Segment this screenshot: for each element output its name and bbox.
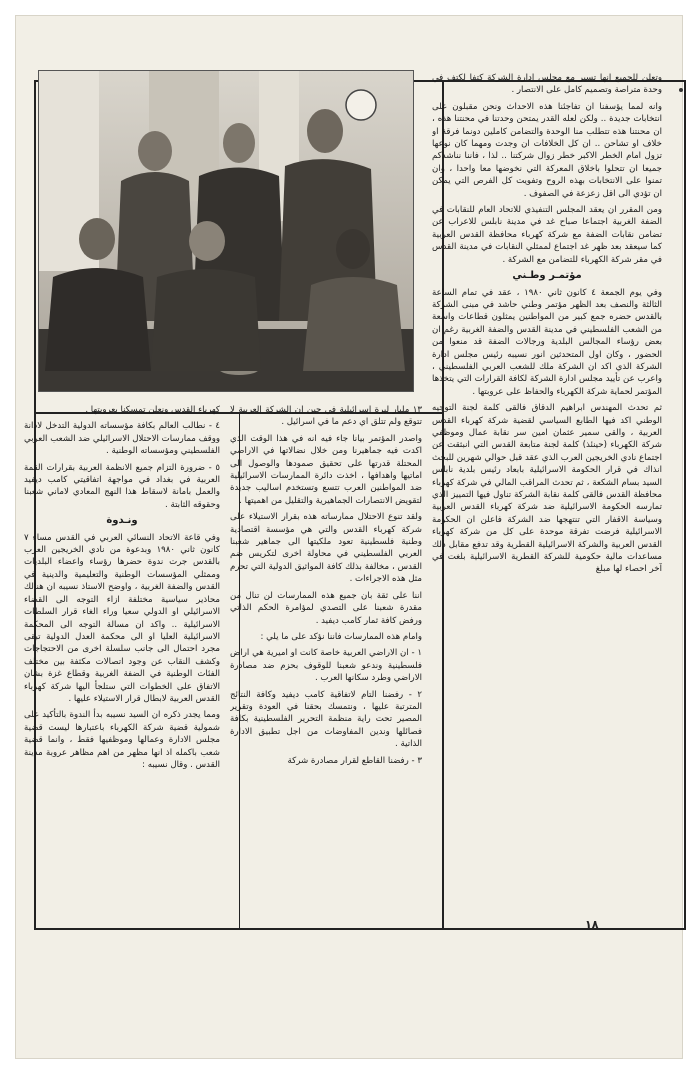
article-paragraph: وفي قاعة الاتحاد النسائي العربي في القدس مساء ٧ كانون ثاني ١٩٨٠ وبدعوة من نادي الخريجين العرب بالقدس جرت ندوة حضرها رؤساء واعضاء البلديات وممثلي المؤسسات الوطنية والتعليمية والدينية في القدس والضفة الغربية ، واوضح الاستاذ نسيبه ان هنالك محاذير سياسية مختلفة ازاء التوجه الى القضاء الاسرائيلي او الدولي سعيا وراء الغاء قرار السلطات الاسرائيلية .. واكد ان مسالة التوجه الى المحكمة الاسرائيلية العليا او الى محكمة العدل الدولية تبقى مجرد احتمال الى جانب سلسلة اخرى من الاحتجاجات وكشف النقاب عن وجود اتصالات مكثفة بين مختلف الفئات الوطنية في الضفة الغربية وقطاع غزة بشان الاتفاق على الخطوات التي ستلجأ اليها شركة كهرباء القدس العربية لابطال قرار الاستيلاء عليها . <box>24 532 220 704</box>
article-paragraph: وتعلن للجميع انها تسير مع مجلس ادارة الشركة كتفا لكتف في وحدة متراصة وتصميم كامل على الانتصار . <box>432 73 662 96</box>
article-paragraph: ٢ - رفضنا التام لاتفاقية كامب ديفيد وكافة النتائج المترتبة عليها ، ونتمسك بحقنا في العودة وتقرير المصير تحت راية منظمة التحرير الفلسطينية بكافة فصائلها وندين المفاوضات من اجل تطبيق الادارة الذاتية . <box>230 689 422 750</box>
article-paragraph: ولقد تنوع الاحتلال ممارساته هذه بقرار الاستيلاء على شركة كهرباء القدس والتي هي مؤسسة اقتصادية وطنية فلسطينية تعود ملكيتها الى جماهير شعبنا العربي الفلسطيني في محاولة اخرى لتكريس ضم القدس ، مخالفة بذلك كافة المواثيق الدولية التي تحرم مثل هذه الاجراءات . <box>230 512 422 585</box>
middle-column <box>230 404 422 910</box>
article-paragraph: وامام هذه الممارسات فاننا نؤكد على ما يلي : <box>260 631 422 642</box>
article-paragraph: ثم تحدث المهندس ابراهيم الدقاق فالقى كلمة لجنة التوجيه الوطني اكد فيها الطابع السياسي لقضية شركة كهرباء القدس العربية ، والقى سمير عثمان امين سر نقابة عمال وموظفي شركة الكهرباء (حينئذ) كلمة لجنة متابعة القدس التي انبثقت عن اجتماع نادي الخريجين العرب الذي عقد قبل حوالي شهرين للبحث انذاك في قرار الحكومة الاسرائيلية بابعاد رئيس بلدية نابلس السيد بسام الشكعة ، ثم تحدث المراقب المالي في شركة كهرباء محافظة القدس فالقى كلمة نقابة الشركة تناول فيها التمييز الذي تمارسه الحكومة الاسرائيلية ضد شركة كهرباء القدس العربية وسياسة الاقفار التي تنتهجها ضد الشركة فاعلن ان الحكومة الاسرائيلية فرضت تفرقة موحدة على كل من شركة كهرباء القدس العربية والشركة الاسرائيلية القطرية وقد تدفع مقابل ذلك مساعدات مالية حكومية للشركة القطرية الاسرائيلية بلغت في آخر احصاء لها مبلغ <box>432 403 662 575</box>
article-paragraph: وانه لمما يؤسفنا ان تفاجئنا هذه الاحداث ونحن مقبلون على انتخابات جديدة .. ولكن لعله القدر يمتحن وحدتنا في محنتنا هذه ، ان محنتنا هذه تتطلب منا الوحدة والتضامن كاملين دونما فرقة او خلاف او تشاحن .. ان كل الخلافات ان وجدت ومهما كان نوعها تزول امام الخطر الاكبر خطر زوال شركتنا .. لذا ، فاننا نناشدكم جميعا ان تتحلوا باخلاق المعركة التي نخوضها معا واحدا ، وان تمنوا على الانتخابات بهذه الروح وتفويت كل الفرص التي يمكن ان تؤدي الى اقل زعزعة في الصفوف . <box>432 101 662 199</box>
article-paragraph: ومن المقرر ان يعقد المجلس التنفيذي للاتحاد العام للنقابات في الضفة الغربية اجتماعا صباح غد في مدينة نابلس للاعراب عن تضامن نقابات الضفة مع شركة كهرباء محافظة القدس العربية كما سيعقد بعد ظهر غد اجتماع لممثلي النقابات في مدينة القدس في مقر شركة الكهرباء للتضامن مع الشركة . <box>432 205 662 265</box>
article-paragraph: ومما يجدر ذكره ان السيد نسيبه بدأ الندوة بالتأكيد على شمولية قضية شركة الكهرباء باعتبارها ليست قضية مجلس الادارة وعمالها وموظفيها فقط ، وانما قضية شعب باكمله اذ انها مظهر من اهم مظاهر عروبة مدينة القدس . وقال نسيبه : <box>24 710 220 770</box>
section-heading: ونـدوة <box>106 515 138 527</box>
group-photo <box>38 70 414 392</box>
article-paragraph: وفي يوم الجمعة ٤ كانون ثاني ١٩٨٠ ، عقد في تمام الساعة الثالثة والنصف بعد الظهر مؤتمر وطني حاشد في مبنى الشركة بالقدس حضره جمع كبير من المواطنين يمثلون قطاعات واسعة من الشعب الفلسطيني في مدينة القدس والضفة الغربية رغم ان بعض رؤساء المجالس البلدية ورجالات الضفة قد منعوا من الحضور ، وكان اول المتحدثين انور نسيبه رئيس مجلس ادارة الشركة الذي اكد ان الشركة ملك للشعب العربي الفلسطيني ، واعرب عن تأييد مجلس ادارة الشركة لكافة القرارات التي يتخذها المؤتمر لحماية شركة الكهرباء والحفاظ على عروبتها . <box>432 287 662 397</box>
article-paragraph: ٤ - نطالب العالم بكافة مؤسساته الدولية التدخل لادانة ووقف ممارسات الاحتلال الاسرائيلي ضد الشعب العربي الفلسطيني ومؤسساته الوطنية . <box>24 421 220 457</box>
section-heading: مؤتمـر وطـني <box>512 270 582 282</box>
page-number: ١٨ <box>585 918 599 931</box>
article-paragraph: ١٣ مليار ليرة اسرائيلية في حين ان الشركة العربية لا تتوقع ولم تتلق اي دعم ما في اسرائيل . <box>230 405 422 428</box>
article-paragraph: ٥ - ضرورة التزام جميع الانظمة العربية بقرارات القمة العربية في بغداد في مواجهة اتفاقيتي كامب ديفيد والعمل بامانة لاسقاط هذا النهج المعادي لاماني شعبنا وحقوقه الثابتة . <box>24 462 220 510</box>
group-photo-icon <box>39 71 414 392</box>
right-column <box>432 72 662 910</box>
left-column <box>24 404 220 910</box>
article-paragraph: ١ - ان الاراضي العربية خاصة كانت او اميرية هي اراض فلسطينية وندعو شعبنا للوقوف بحزم ضد مصادرة الاراضي وطرد سكانها العرب . <box>230 648 422 684</box>
article-paragraph: واصدر المؤتمر بيانا جاء فيه انه في هذا الوقت الذي اكدت فيه جماهيرنا ومن خلال نضالاتها في الاراضي المحتلة قدرتها على تحقيق صمودها والوصول الى اماتيها واهدافها ، اخذت دائرة الممارسات الاسرائيلية ضد المواطنين العرب تتسع وتستخدم اساليب جديدة لتقويض الانتصارات الجماهيرية والتقليل من اهميتها . <box>230 433 422 506</box>
article-paragraph: ٣ - رفضنا القاطع لقرار مصادرة شركة <box>287 755 422 766</box>
article-paragraph: كهرباء القدس ونعلن تمسكنا بعروبتها . <box>85 405 220 415</box>
article-paragraph: اننا على ثقة بان جميع هذه الممارسات لن تنال من مقدرة شعبنا على التصدي لمؤامرة الحكم الذاتي ورفض كافة ثمار كامب ديفيد . <box>230 590 422 626</box>
